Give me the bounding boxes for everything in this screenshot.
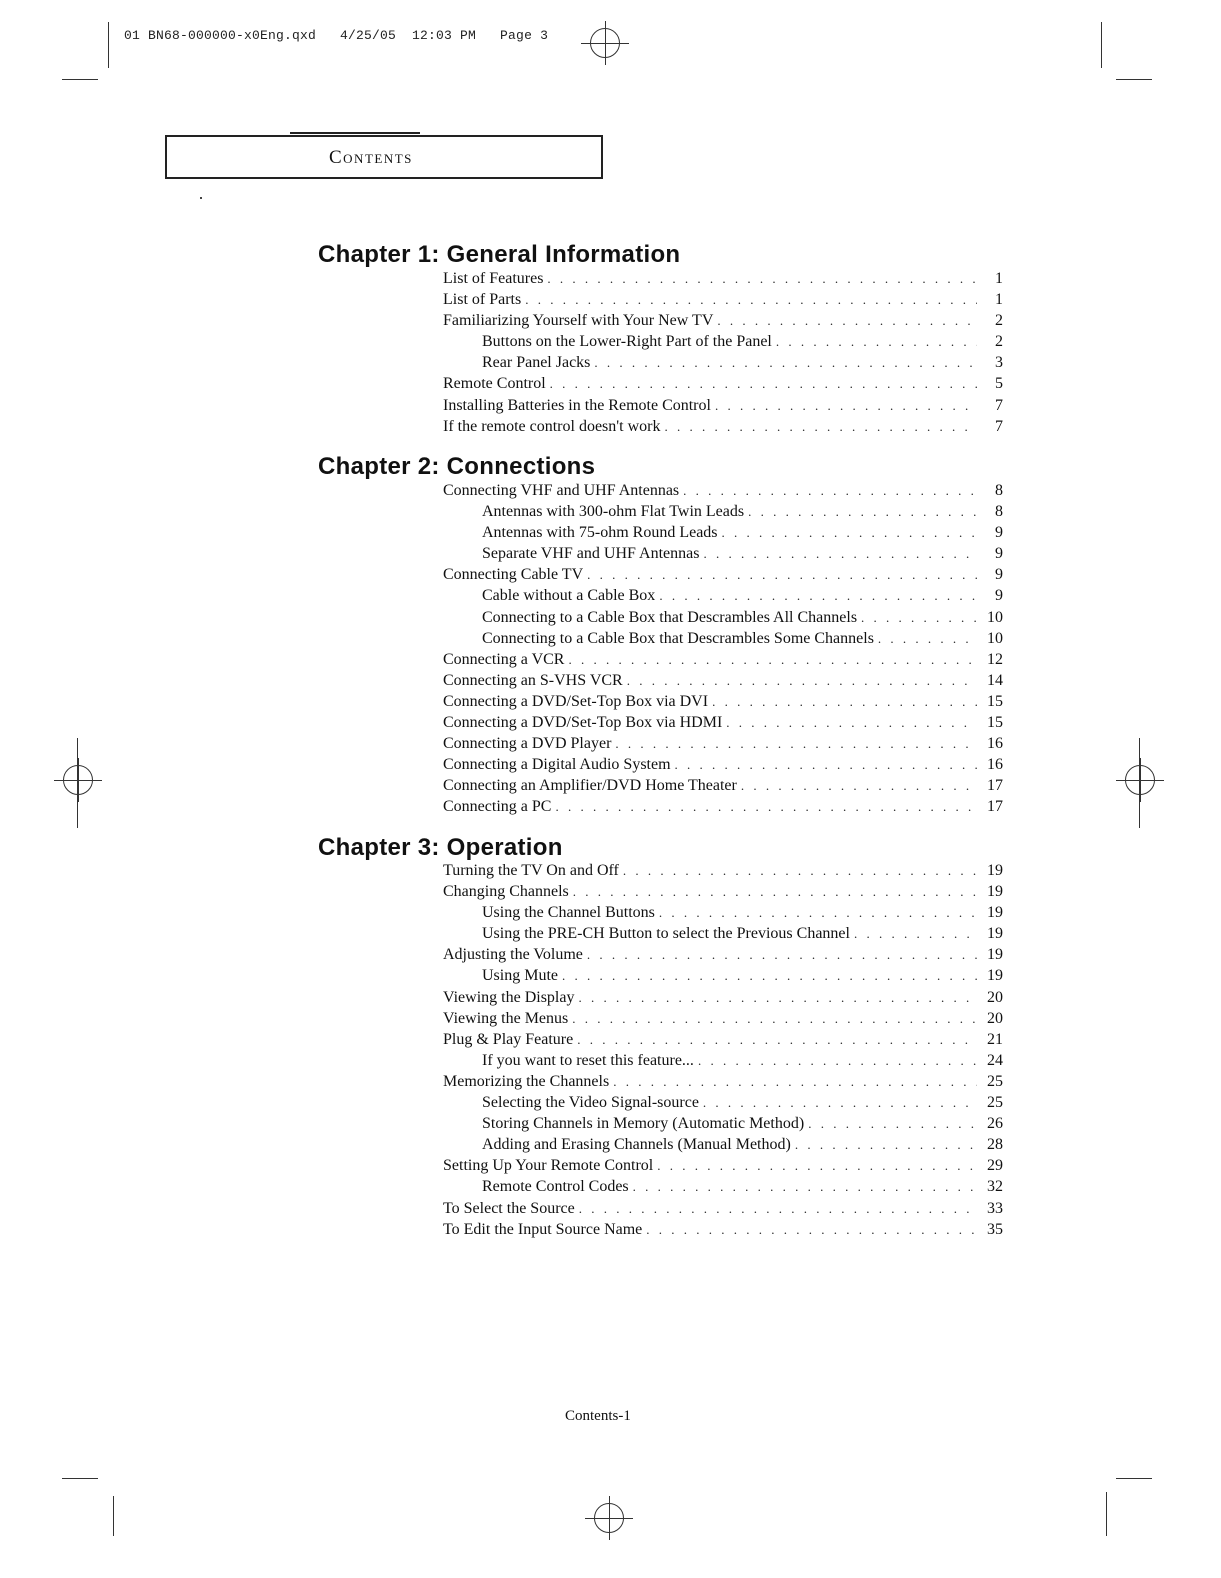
crop-mark (1116, 79, 1152, 80)
toc-entry[interactable] (443, 965, 1003, 986)
toc-entry[interactable] (443, 796, 1003, 817)
toc-entry-title: Familiarizing Yourself with Your New TV (443, 312, 714, 330)
toc-entry[interactable] (443, 1071, 1003, 1092)
toc-entry-title: Connecting a DVD Player (443, 735, 612, 753)
toc-entry-title: Adding and Erasing Channels (Manual Method) (482, 1136, 791, 1154)
crop-mark (1101, 22, 1102, 68)
toc-entry-title: Buttons on the Lower-Right Part of the Panel (482, 333, 772, 351)
dot-leader (712, 691, 977, 712)
dot-leader (547, 268, 977, 289)
dot-leader (776, 331, 977, 352)
toc-entry-title: Changing Channels (443, 883, 569, 901)
toc-entry-page: 19 (987, 883, 1003, 901)
toc-entry-title: Using the Channel Buttons (482, 904, 655, 922)
toc-entry[interactable] (443, 649, 1003, 670)
toc-entry-page: 14 (987, 671, 1003, 689)
toc-entry-title: List of Parts (443, 291, 522, 309)
toc-entry-page: 19 (987, 862, 1003, 879)
dot-leader (594, 352, 977, 373)
dot-leader (525, 289, 977, 310)
toc-entry-title: Connecting a VCR (443, 650, 565, 668)
toc-entry-title: Antennas with 75-ohm Round Leads (482, 524, 718, 542)
toc-entry-page: 1 (995, 291, 1003, 309)
dot-leader (741, 775, 977, 796)
toc-entry-page: 28 (987, 1136, 1003, 1154)
toc-entry-page: 16 (987, 735, 1003, 753)
crop-mark (77, 738, 78, 828)
toc-entry-title: Remote Control (443, 375, 546, 393)
header-rule (290, 132, 420, 134)
crop-mark (113, 1496, 114, 1536)
dot-leader (675, 754, 977, 775)
toc-entry-title: If you want to reset this feature... (482, 1051, 694, 1069)
toc-entry[interactable] (443, 1113, 1003, 1134)
toc-entry-title: Using the PRE-CH Button to select the Previous Channel (482, 925, 850, 943)
toc-list-chapter-2 (443, 480, 1003, 818)
toc-entry[interactable] (443, 1198, 1003, 1219)
dot-leader (562, 965, 977, 986)
toc-entry-page: 17 (987, 798, 1003, 816)
dot-leader (568, 649, 977, 670)
toc-entry-page: 29 (987, 1157, 1003, 1175)
dot-leader (572, 1008, 977, 1029)
toc-entry[interactable] (443, 881, 1003, 902)
toc-entry-title: Connecting VHF and UHF Antennas (443, 482, 680, 499)
dot-leader (726, 712, 977, 733)
toc-entry-title: Connecting an S-VHS VCR (443, 671, 623, 689)
toc-entry-page: 9 (995, 587, 1003, 605)
dot-leader (683, 480, 977, 501)
toc-entry-title: To Select the Source (443, 1199, 575, 1217)
toc-entry-page: 9 (995, 524, 1003, 542)
toc-entry[interactable] (443, 607, 1003, 628)
toc-entry[interactable] (443, 1008, 1003, 1029)
toc-entry-title: Storing Channels in Memory (Automatic Method) (482, 1115, 805, 1133)
toc-entry-page: 8 (995, 503, 1003, 521)
dot-leader (717, 310, 977, 331)
toc-entry[interactable] (443, 352, 1003, 373)
stray-mark (200, 197, 202, 199)
dot-leader (698, 1050, 977, 1071)
toc-entry-page: 24 (987, 1051, 1003, 1069)
toc-entry-page: 12 (987, 650, 1003, 668)
dot-leader (615, 733, 977, 754)
dot-leader (878, 628, 977, 649)
toc-entry-title: Connecting to a Cable Box that Descrambles All Channels (482, 608, 858, 626)
toc-entry-title: To Edit the Input Source Name (443, 1220, 643, 1238)
toc-entry-title: Connecting a DVD/Set-Top Box via DVI (443, 692, 709, 710)
toc-entry[interactable] (443, 416, 1003, 437)
toc-entry[interactable] (443, 712, 1003, 733)
registration-mark-icon (590, 28, 620, 58)
toc-entry-page: 2 (995, 312, 1003, 330)
toc-entry[interactable] (443, 1092, 1003, 1113)
toc-entry[interactable] (443, 902, 1003, 923)
toc-entry[interactable] (443, 310, 1003, 331)
dot-leader (659, 902, 977, 923)
toc-entry-title: Connecting to a Cable Box that Descrambles Some Channels (482, 629, 874, 647)
toc-entry[interactable] (443, 289, 1003, 310)
toc-entry-page: 20 (987, 988, 1003, 1006)
toc-entry-page: 5 (995, 375, 1003, 393)
toc-entry-page: 7 (995, 417, 1003, 435)
chapter-heading: Chapter 2: Connections (318, 453, 596, 480)
dot-leader (555, 796, 977, 817)
toc-entry-page: 25 (987, 1094, 1003, 1112)
toc-entry-page: 2 (995, 333, 1003, 351)
dot-leader (578, 987, 977, 1008)
toc-entry-page: 15 (987, 714, 1003, 732)
dot-leader (861, 607, 977, 628)
dot-leader (577, 1029, 977, 1050)
toc-entry-page: 1 (995, 270, 1003, 287)
crop-mark (1106, 1492, 1107, 1536)
dot-leader (657, 1155, 977, 1176)
toc-entry[interactable] (443, 501, 1003, 522)
toc-entry-page: 17 (987, 777, 1003, 795)
toc-entry-title: Connecting a DVD/Set-Top Box via HDMI (443, 714, 723, 732)
dot-leader (627, 670, 977, 691)
toc-entry-page: 8 (995, 482, 1003, 499)
dot-leader (646, 1219, 977, 1240)
toc-entry-title: Connecting an Amplifier/DVD Home Theater (443, 777, 737, 795)
dot-leader (795, 1134, 977, 1155)
toc-entry-page: 33 (987, 1199, 1003, 1217)
dot-leader (715, 395, 977, 416)
dot-leader (613, 1071, 977, 1092)
toc-entry[interactable] (443, 1155, 1003, 1176)
toc-entry-title: If the remote control doesn't work (443, 417, 661, 435)
toc-entry-title: Adjusting the Volume (443, 946, 583, 964)
toc-entry-title: Setting Up Your Remote Control (443, 1157, 654, 1175)
toc-entry[interactable] (443, 585, 1003, 606)
page-footer: Contents-1 (565, 1408, 631, 1424)
toc-entry-title: Cable without a Cable Box (482, 587, 656, 605)
toc-entry[interactable] (443, 1029, 1003, 1050)
toc-entry-page: 9 (995, 545, 1003, 563)
toc-entry[interactable] (443, 987, 1003, 1008)
toc-entry-page: 32 (987, 1178, 1003, 1196)
toc-entry[interactable] (443, 628, 1003, 649)
toc-entry-title: Connecting a Digital Audio System (443, 756, 671, 774)
toc-entry-page: 7 (995, 396, 1003, 414)
toc-entry[interactable] (443, 860, 1003, 881)
chapter-heading: Chapter 3: Operation (318, 834, 563, 861)
toc-entry-page: 19 (987, 904, 1003, 922)
dot-leader (854, 923, 977, 944)
crop-mark (62, 79, 98, 80)
toc-entry-page: 19 (987, 946, 1003, 964)
toc-entry-title: Remote Control Codes (482, 1178, 629, 1196)
toc-entry-page: 19 (987, 967, 1003, 985)
toc-entry-page: 35 (987, 1220, 1003, 1238)
dot-leader (633, 1176, 977, 1197)
crop-mark (62, 1478, 98, 1479)
registration-mark-icon (63, 765, 93, 795)
toc-list-chapter-1 (443, 268, 1003, 437)
toc-entry-title: Connecting Cable TV (443, 566, 584, 584)
toc-entry[interactable] (443, 395, 1003, 416)
toc-entry-title: Antennas with 300-ohm Flat Twin Leads (482, 503, 745, 521)
toc-entry[interactable] (443, 373, 1003, 394)
crop-mark (1116, 1478, 1152, 1479)
toc-entry[interactable] (443, 480, 1003, 501)
dot-leader (748, 501, 977, 522)
dot-leader (664, 416, 977, 437)
toc-entry[interactable] (443, 670, 1003, 691)
contents-header (165, 135, 603, 179)
dot-leader (587, 564, 977, 585)
toc-list-chapter-3 (443, 860, 1003, 1240)
toc-entry[interactable] (443, 775, 1003, 796)
toc-entry[interactable] (443, 754, 1003, 775)
dot-leader (579, 1198, 977, 1219)
toc-entry[interactable] (443, 944, 1003, 965)
toc-entry[interactable] (443, 1176, 1003, 1197)
toc-entry[interactable] (443, 522, 1003, 543)
toc-entry-page: 20 (987, 1009, 1003, 1027)
toc-entry-page: 25 (987, 1072, 1003, 1090)
toc-entry-title: Installing Batteries in the Remote Control (443, 396, 711, 414)
toc-entry[interactable] (443, 564, 1003, 585)
toc-entry-page: 16 (987, 756, 1003, 774)
dot-leader (808, 1113, 977, 1134)
toc-entry-title: Connecting a PC (443, 798, 552, 816)
print-slug: 01 BN68-000000-x0Eng.qxd 4/25/05 12:03 PM Page 3 (124, 28, 549, 43)
toc-entry-page: 9 (995, 566, 1003, 584)
toc-entry-title: Turning the TV On and Off (443, 862, 619, 879)
dot-leader (703, 1092, 977, 1113)
registration-mark-icon (594, 1503, 624, 1533)
dot-leader (623, 860, 977, 881)
toc-entry-title: Separate VHF and UHF Antennas (482, 545, 700, 563)
toc-entry[interactable] (443, 691, 1003, 712)
dot-leader (659, 585, 977, 606)
toc-entry[interactable] (443, 923, 1003, 944)
toc-entry[interactable] (443, 331, 1003, 352)
toc-entry-title: List of Features (443, 270, 544, 287)
registration-mark-icon (1125, 765, 1155, 795)
dot-leader (703, 543, 977, 564)
toc-entry-page: 21 (987, 1030, 1003, 1048)
toc-entry[interactable] (443, 1050, 1003, 1071)
dot-leader (722, 522, 977, 543)
toc-entry-title: Selecting the Video Signal-source (482, 1094, 699, 1112)
dot-leader (550, 373, 977, 394)
toc-entry[interactable] (443, 1134, 1003, 1155)
dot-leader (587, 944, 977, 965)
toc-entry[interactable] (443, 733, 1003, 754)
toc-entry-title: Rear Panel Jacks (482, 354, 591, 372)
crop-mark (1139, 738, 1140, 828)
toc-entry-title: Using Mute (482, 967, 558, 985)
toc-entry-page: 19 (987, 925, 1003, 943)
crop-mark (108, 22, 109, 68)
chapter-heading: Chapter 1: General Information (318, 241, 681, 268)
toc-entry-page: 26 (987, 1115, 1003, 1133)
toc-entry-title: Viewing the Menus (443, 1009, 569, 1027)
dot-leader (573, 881, 977, 902)
toc-entry-title: Plug & Play Feature (443, 1030, 574, 1048)
toc-entry-title: Viewing the Display (443, 988, 575, 1006)
contents-title: Contents (329, 147, 413, 168)
toc-entry[interactable] (443, 1219, 1003, 1240)
toc-entry[interactable] (443, 543, 1003, 564)
toc-entry-title: Memorizing the Channels (443, 1072, 610, 1090)
toc-entry-page: 15 (987, 692, 1003, 710)
toc-entry-page: 10 (987, 608, 1003, 626)
toc-entry[interactable] (443, 268, 1003, 289)
toc-entry-page: 3 (995, 354, 1003, 372)
toc-entry-page: 10 (987, 629, 1003, 647)
